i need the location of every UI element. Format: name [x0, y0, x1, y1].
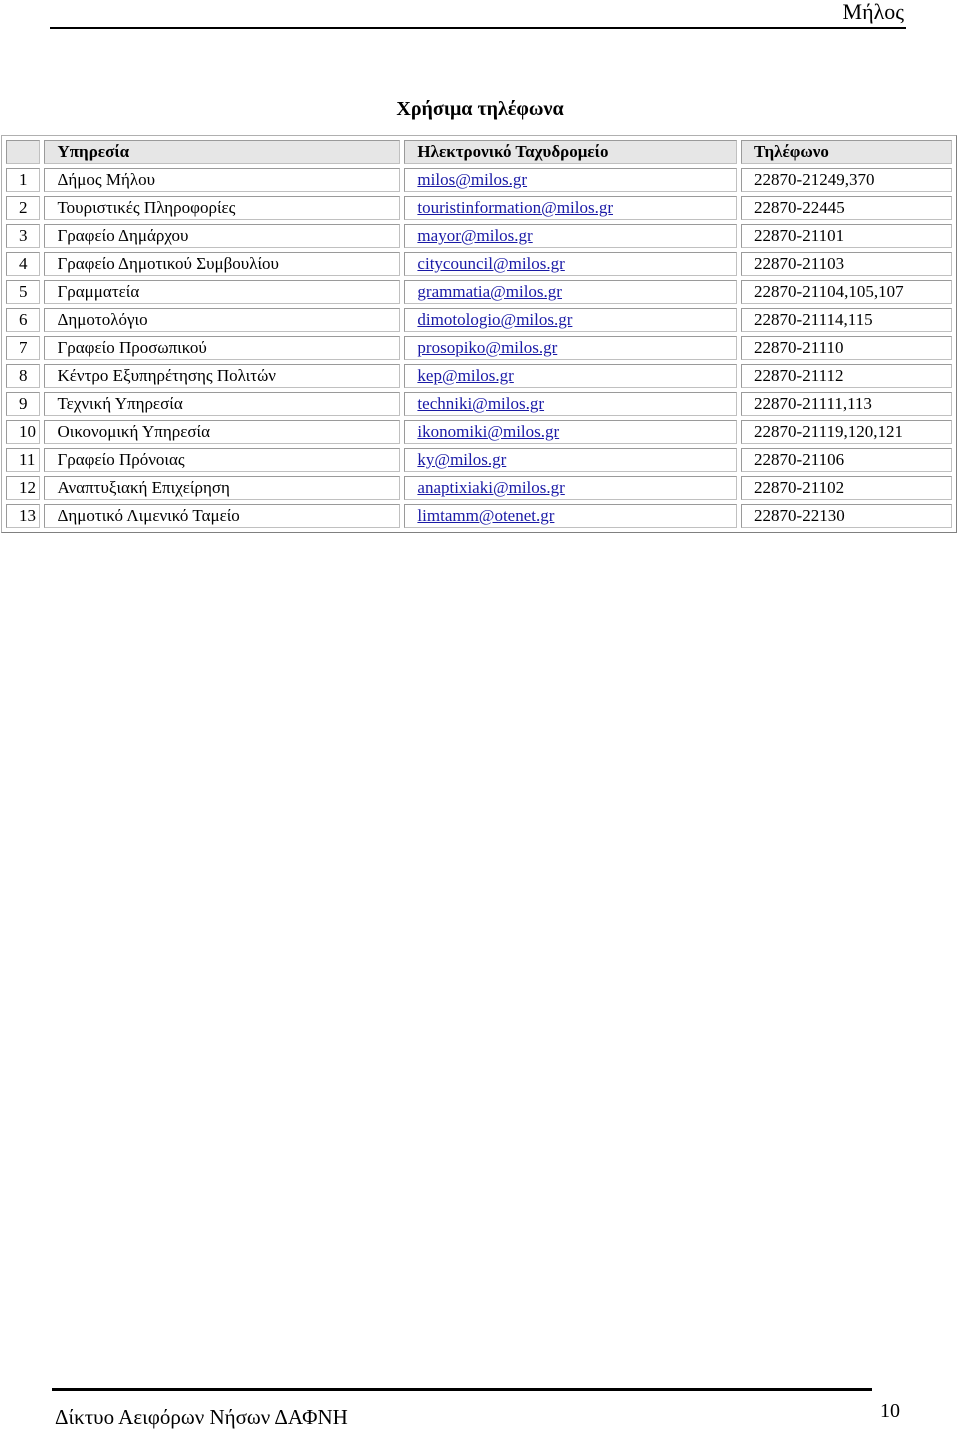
- table-row: [6, 336, 952, 360]
- row-email-cell: [404, 504, 737, 528]
- table-row: [6, 504, 952, 528]
- email-link[interactable]: prosopiko@milos.gr: [417, 338, 558, 357]
- row-phone: 22870-22445: [741, 196, 952, 220]
- email-link[interactable]: anaptixiaki@milos.gr: [417, 478, 565, 497]
- email-link[interactable]: kep@milos.gr: [417, 366, 514, 385]
- row-email-cell: [404, 308, 737, 332]
- row-number: 1: [6, 168, 40, 192]
- table-row: [6, 364, 952, 388]
- row-service: Τουριστικές Πληροφορίες: [44, 196, 400, 220]
- row-service: Γραφείο Πρόνοιας: [44, 448, 400, 472]
- row-service: Κέντρο Εξυπηρέτησης Πολιτών: [44, 364, 400, 388]
- row-email-cell: [404, 476, 737, 500]
- email-link[interactable]: grammatia@milos.gr: [417, 282, 562, 301]
- row-email-cell: [404, 252, 737, 276]
- row-phone: 22870-21104,105,107: [741, 280, 952, 304]
- table-row: [6, 224, 952, 248]
- row-number: 4: [6, 252, 40, 276]
- row-service: Οικονομική Υπηρεσία: [44, 420, 400, 444]
- email-link[interactable]: milos@milos.gr: [417, 170, 528, 189]
- row-phone: 22870-22130: [741, 504, 952, 528]
- row-phone: 22870-21106: [741, 448, 952, 472]
- row-service: Δημοτικό Λιμενικό Ταμείο: [44, 504, 400, 528]
- row-phone: 22870-21101: [741, 224, 952, 248]
- header-phone: Τηλέφωνο: [741, 140, 952, 164]
- row-service: Τεχνική Υπηρεσία: [44, 392, 400, 416]
- row-service: Δήμος Μήλου: [44, 168, 400, 192]
- row-phone: 22870-21103: [741, 252, 952, 276]
- page-number: 10: [880, 1400, 900, 1422]
- row-email-cell: [404, 168, 737, 192]
- footer-text: Δίκτυο Αειφόρων Νήσων ΔΑΦΝΗ: [55, 1405, 348, 1429]
- table-row: [6, 448, 952, 472]
- row-email-cell: [404, 224, 737, 248]
- email-link[interactable]: ikonomiki@milos.gr: [417, 422, 560, 441]
- row-service: Γραφείο Δημάρχου: [44, 224, 400, 248]
- row-number: 13: [6, 504, 40, 528]
- header-email: Ηλεκτρονικό Ταχυδρομείο: [404, 140, 737, 164]
- row-email-cell: [404, 420, 737, 444]
- row-service: Δημοτολόγιο: [44, 308, 400, 332]
- header-num: [6, 140, 40, 164]
- phone-directory-table: [1, 135, 957, 533]
- row-phone: 22870-21111,113: [741, 392, 952, 416]
- table-row: [6, 476, 952, 500]
- header-service: Υπηρεσία: [44, 140, 400, 164]
- footer-rule: [52, 1388, 872, 1391]
- row-email-cell: [404, 196, 737, 220]
- table-row: [6, 168, 952, 192]
- row-phone: 22870-21114,115: [741, 308, 952, 332]
- row-service: Γραφείο Δημοτικού Συμβουλίου: [44, 252, 400, 276]
- row-phone: 22870-21119,120,121: [741, 420, 952, 444]
- row-number: 12: [6, 476, 40, 500]
- email-link[interactable]: limtamm@otenet.gr: [417, 506, 555, 525]
- row-service: Γραφείο Προσωπικού: [44, 336, 400, 360]
- row-email-cell: [404, 448, 737, 472]
- row-number: 10: [6, 420, 40, 444]
- table-body: [6, 168, 952, 528]
- row-phone: 22870-21249,370: [741, 168, 952, 192]
- row-phone: 22870-21102: [741, 476, 952, 500]
- email-link[interactable]: techniki@milos.gr: [417, 394, 545, 413]
- row-number: 7: [6, 336, 40, 360]
- row-phone: 22870-21110: [741, 336, 952, 360]
- table-row: [6, 196, 952, 220]
- row-service: Αναπτυξιακή Επιχείρηση: [44, 476, 400, 500]
- row-number: 3: [6, 224, 40, 248]
- row-number: 8: [6, 364, 40, 388]
- email-link[interactable]: ky@milos.gr: [417, 450, 507, 469]
- table-row: [6, 252, 952, 276]
- row-email-cell: [404, 392, 737, 416]
- row-number: 6: [6, 308, 40, 332]
- email-link[interactable]: dimotologio@milos.gr: [417, 310, 573, 329]
- header-title: Μήλος: [842, 0, 904, 24]
- row-number: 2: [6, 196, 40, 220]
- row-number: 5: [6, 280, 40, 304]
- table-row: [6, 308, 952, 332]
- email-link[interactable]: touristinformation@milos.gr: [417, 198, 613, 217]
- row-email-cell: [404, 336, 737, 360]
- email-link[interactable]: mayor@milos.gr: [417, 226, 533, 245]
- table-row: [6, 420, 952, 444]
- row-number: 11: [6, 448, 40, 472]
- row-service: Γραμματεία: [44, 280, 400, 304]
- row-email-cell: [404, 364, 737, 388]
- table-header-row: [6, 140, 952, 164]
- row-phone: 22870-21112: [741, 364, 952, 388]
- section-title: Χρήσιμα τηλέφωνα: [396, 98, 564, 120]
- page-header: [50, 0, 906, 29]
- table-row: [6, 392, 952, 416]
- email-link[interactable]: citycouncil@milos.gr: [417, 254, 565, 273]
- row-number: 9: [6, 392, 40, 416]
- table-row: [6, 280, 952, 304]
- row-email-cell: [404, 280, 737, 304]
